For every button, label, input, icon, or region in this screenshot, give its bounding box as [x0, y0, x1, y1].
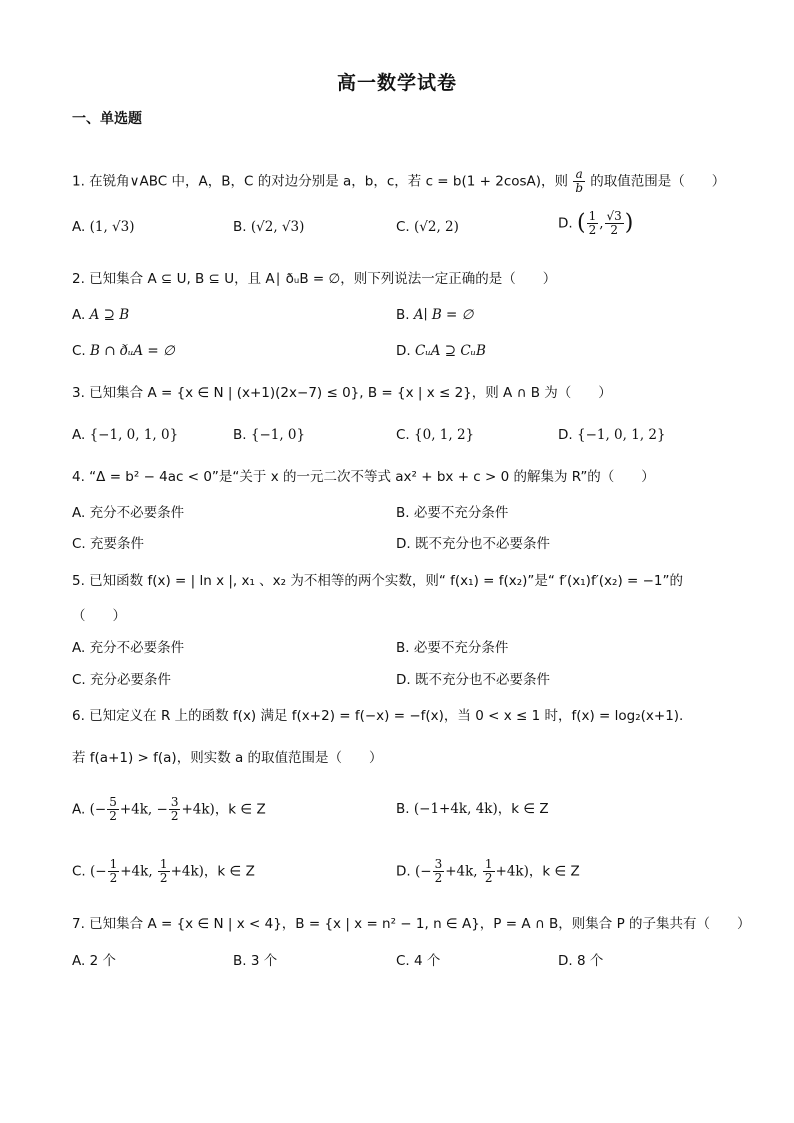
question-3-stem: 3. 已知集合 A = {x ∈ N | (x+1)(2x−7) ≤ 0}, B = {x | x ≤ 2}，则 A ∩ B 为（ ） [72, 385, 612, 401]
question-2-option-b: B. A∣ B = ∅ [396, 307, 474, 323]
question-4-stem: 4. “Δ = b² − 4ac < 0”是“关于 x 的一元二次不等式 ax² + bx + c > 0 的解集为 R”的（ ） [72, 469, 655, 485]
question-1-tail: 的取值范围是（ ） [586, 173, 726, 190]
question-2-option-d: D. CᵤA ⊇ CᵤB [396, 343, 486, 359]
question-7-option-c: C. 4 个 [396, 953, 441, 969]
question-6-stem-cont: 若 f(a+1) > f(a)，则实数 a 的取值范围是（ ） [72, 750, 383, 766]
question-7-option-a: A. 2 个 [72, 953, 116, 969]
question-6-option-c: C. (− $\frac{1}{2}$ +4k, $\frac{1}{2}$ +4k)，k ∈ Z [72, 857, 255, 885]
question-1-fraction: $\frac{a}{b}$ [575, 167, 584, 195]
question-7-stem: 7. 已知集合 A = {x ∈ N | x < 4}，B = {x | x = n² − 1, n ∈ A}，P = A ∩ B，则集合 P 的子集共有（ ） [72, 916, 751, 932]
section-heading: 一、单选题 [72, 111, 142, 127]
question-3-option-d: D. {−1, 0, 1, 2} [558, 427, 666, 443]
question-2-option-a: A. A ⊇ B [72, 307, 130, 323]
question-6-option-a: A. (− $\frac{5}{2}$ +4k, − $\frac{3}{2}$ +4k)，k ∈ Z [72, 795, 266, 823]
question-7-option-b: B. 3 个 [233, 953, 278, 969]
question-3-option-c: C. {0, 1, 2} [396, 427, 475, 443]
question-1-option-d: D. ( $\frac{1}{2}$ , $\frac{√3}{2}$ ) [558, 209, 634, 237]
question-5-option-c: C. 充分必要条件 [72, 672, 172, 688]
question-4-option-d: D. 既不充分也不必要条件 [396, 536, 550, 552]
question-5-stem: 5. 已知函数 f(x) = | ln x |, x₁ 、x₂ 为不相等的两个实数，则“ f(x₁) = f(x₂)”是“ f′(x₁)f′(x₂) = −1”的 [72, 573, 683, 589]
question-1 [72, 168, 725, 195]
question-6-stem: 6. 已知定义在 R 上的函数 f(x) 满足 f(x+2) = f(−x) = −f(x)，当 0 < x ≤ 1 时，f(x) = log₂(x+1). [72, 708, 684, 724]
question-2-option-c: C. B ∩ ðᵤA = ∅ [72, 343, 175, 359]
question-2-stem: 2. 已知集合 A ⊆ U, B ⊆ U，且 A∣ ðᵤB = ∅，则下列说法一定正确的是（ ） [72, 271, 557, 287]
question-1-option-a: A. (1, √3) [72, 219, 135, 235]
question-4-option-c: C. 充要条件 [72, 536, 145, 552]
question-1-stem: 1. 在锐角∨ABC 中，A，B，C 的对边分别是 a，b，c，若 c = b(1 + 2cosA)，则 [72, 173, 573, 190]
question-5-stem-cont: （ ） [72, 608, 126, 624]
question-7-option-d: D. 8 个 [558, 953, 604, 969]
question-6-option-d: D. (− $\frac{3}{2}$ +4k, $\frac{1}{2}$ +4k)，k ∈ Z [396, 857, 580, 885]
question-4-option-b: B. 必要不充分条件 [396, 505, 509, 521]
question-5-option-a: A. 充分不必要条件 [72, 640, 185, 656]
question-5-option-b: B. 必要不充分条件 [396, 640, 509, 656]
question-1-option-c: C. (√2, 2) [396, 219, 459, 235]
page-title: 高一数学试卷 [336, 72, 457, 94]
question-6-option-b: B. (−1+4k, 4k)，k ∈ Z [396, 801, 549, 817]
question-5-option-d: D. 既不充分也不必要条件 [396, 672, 550, 688]
question-3-option-a: A. {−1, 0, 1, 0} [72, 427, 179, 443]
question-4-option-a: A. 充分不必要条件 [72, 505, 185, 521]
question-3-option-b: B. {−1, 0} [233, 427, 306, 443]
question-1-option-b: B. (√2, √3) [233, 219, 305, 235]
